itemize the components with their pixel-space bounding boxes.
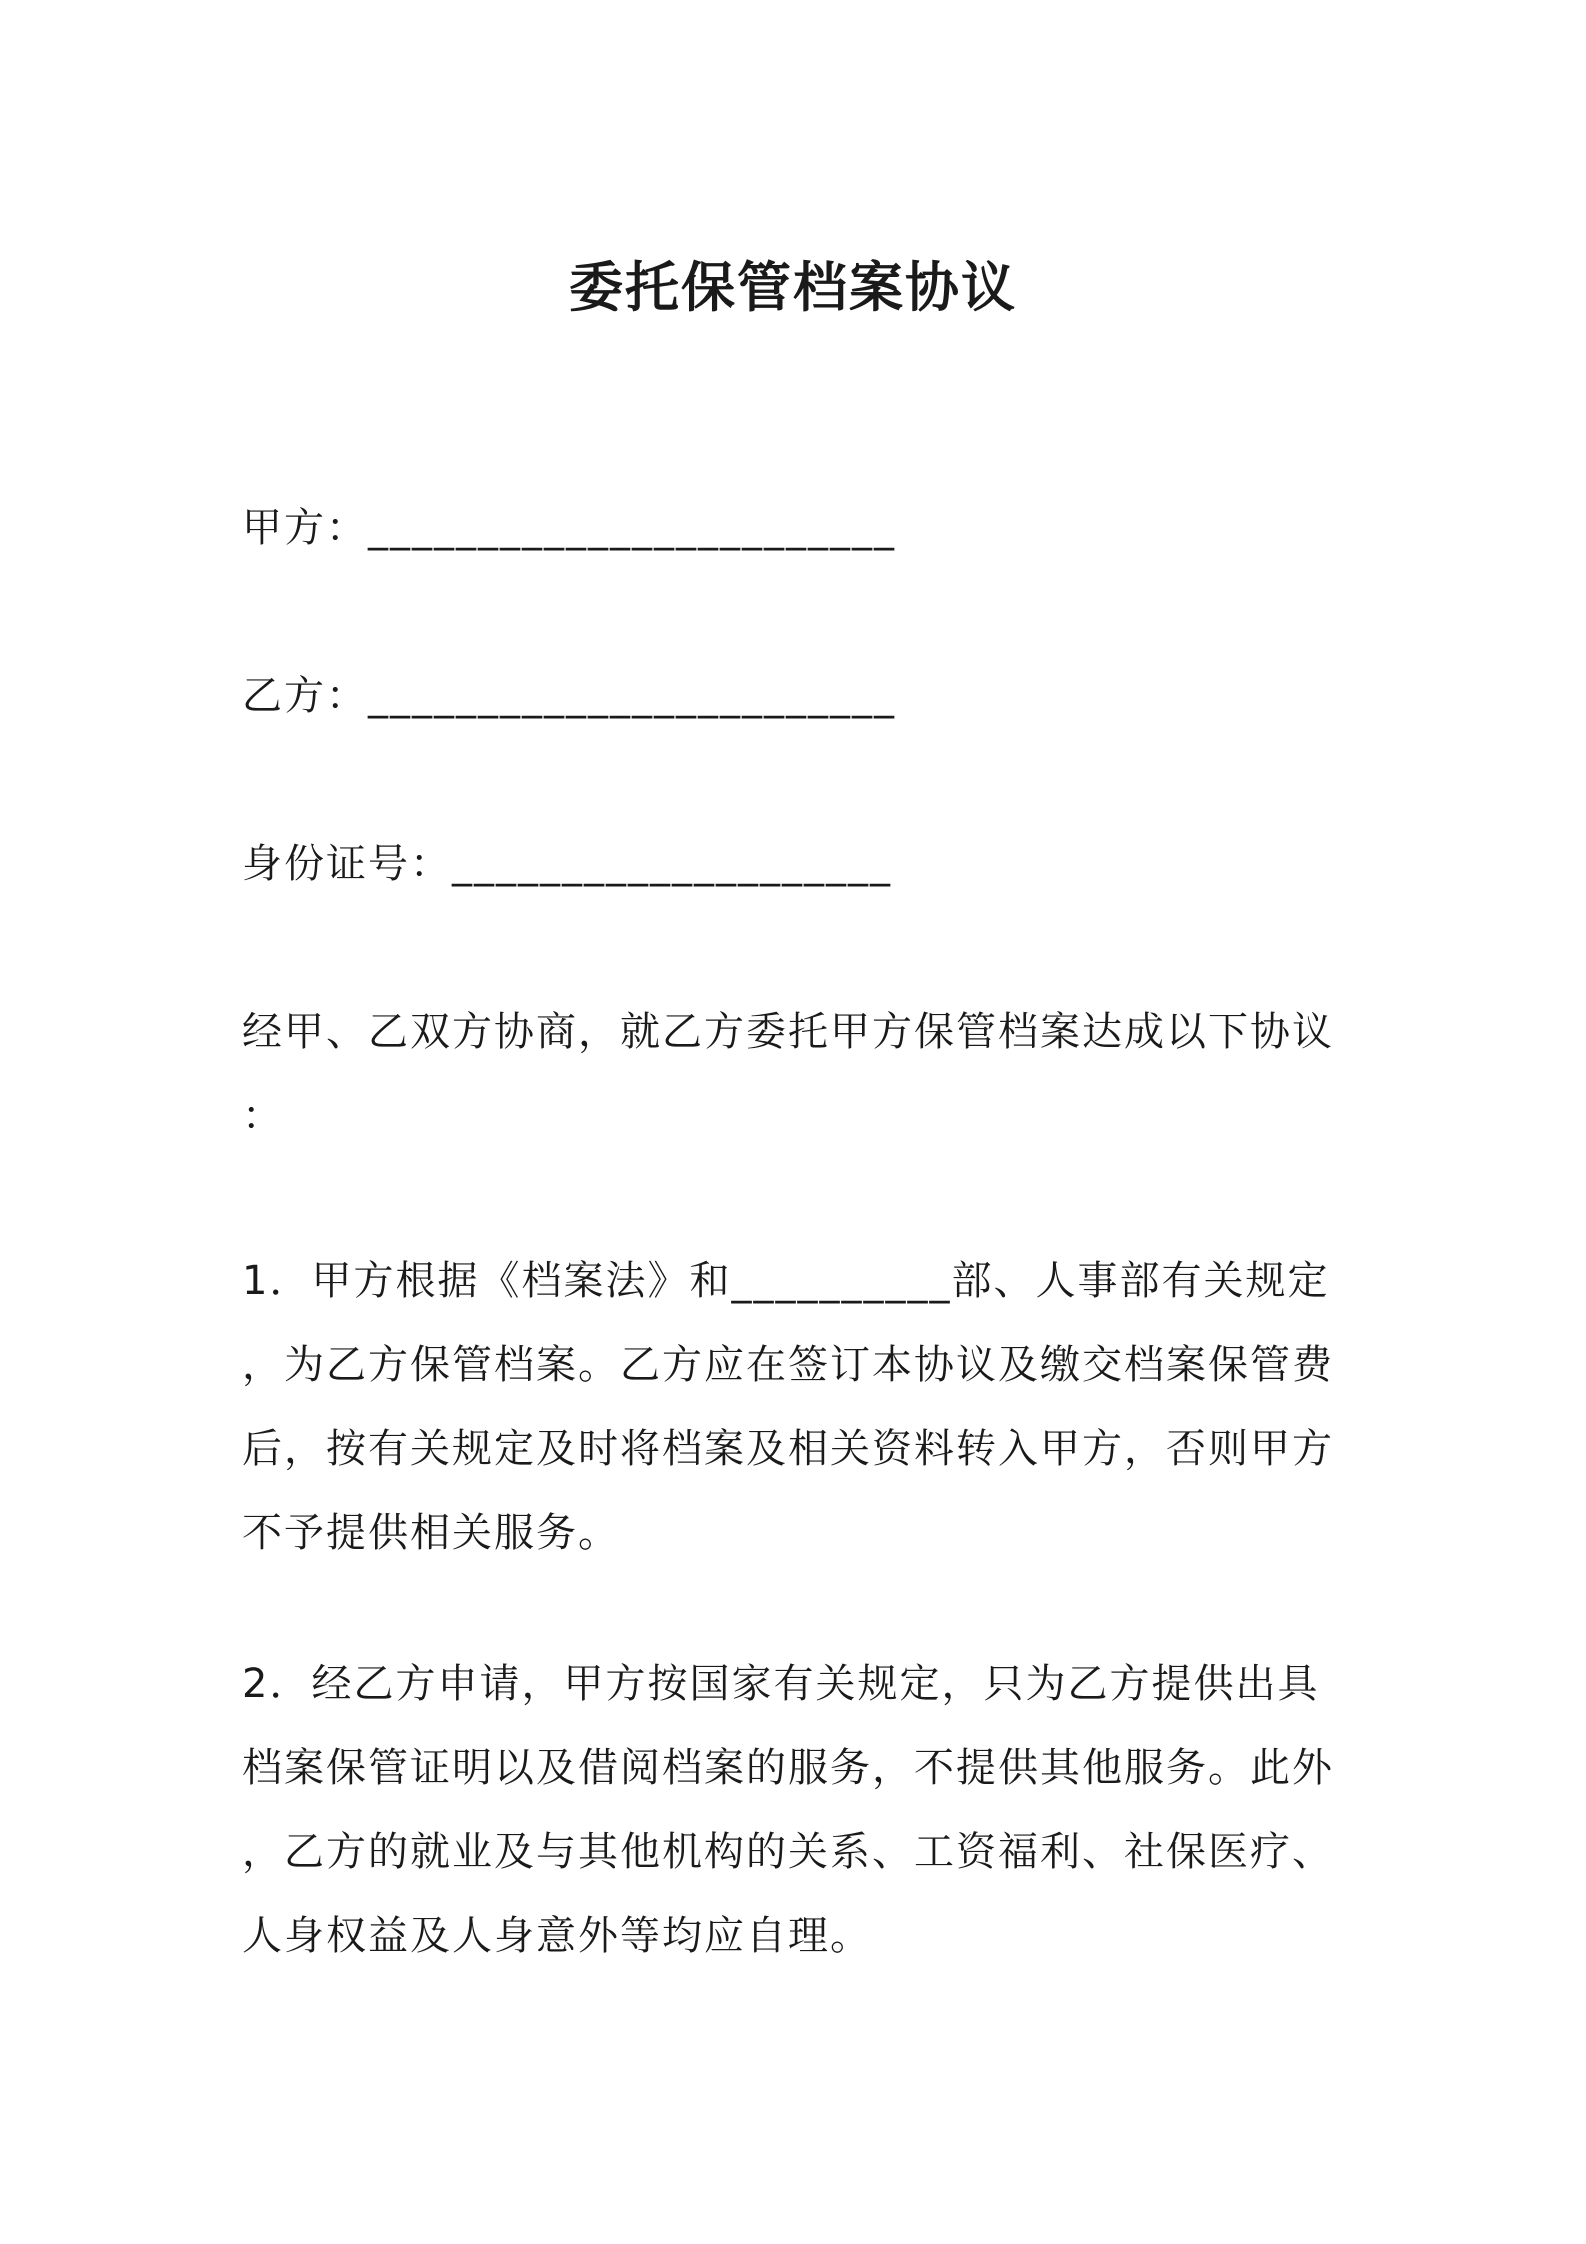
intro-line: ： [242, 1093, 284, 1139]
clause-1-paragraph [242, 1239, 1357, 1575]
clause-2-paragraph [242, 1642, 1357, 1978]
party-b-field: 乙方：________________________ [242, 673, 896, 719]
intro-paragraph [242, 990, 1357, 1158]
clause-1-line: 不予提供相关服务。 [242, 1510, 620, 1556]
intro-line: 经甲、乙双方协商，就乙方委托甲方保管档案达成以下协议 [242, 1009, 1334, 1055]
clause-2-line: 档案保管证明以及借阅档案的服务，不提供其他服务。此外 [242, 1745, 1334, 1791]
clause-2-line: 2．经乙方申请，甲方按国家有关规定，只为乙方提供出具 [242, 1661, 1320, 1707]
clause-1-line: ，为乙方保管档案。乙方应在签订本协议及缴交档案保管费 [242, 1342, 1334, 1388]
party-a-field: 甲方：________________________ [242, 505, 896, 551]
clause-2-line: 人身权益及人身意外等均应自理。 [242, 1913, 872, 1959]
document-title: 委托保管档案协议 [569, 256, 1017, 319]
clause-2-line: ，乙方的就业及与其他机构的关系、工资福利、社保医疗、 [242, 1829, 1334, 1875]
clause-1-line: 1．甲方根据《档案法》和__________部、人事部有关规定 [242, 1258, 1330, 1304]
id-number-field: 身份证号：____________________ [242, 841, 892, 887]
clause-1-line: 后，按有关规定及时将档案及相关资料转入甲方，否则甲方 [242, 1426, 1334, 1472]
